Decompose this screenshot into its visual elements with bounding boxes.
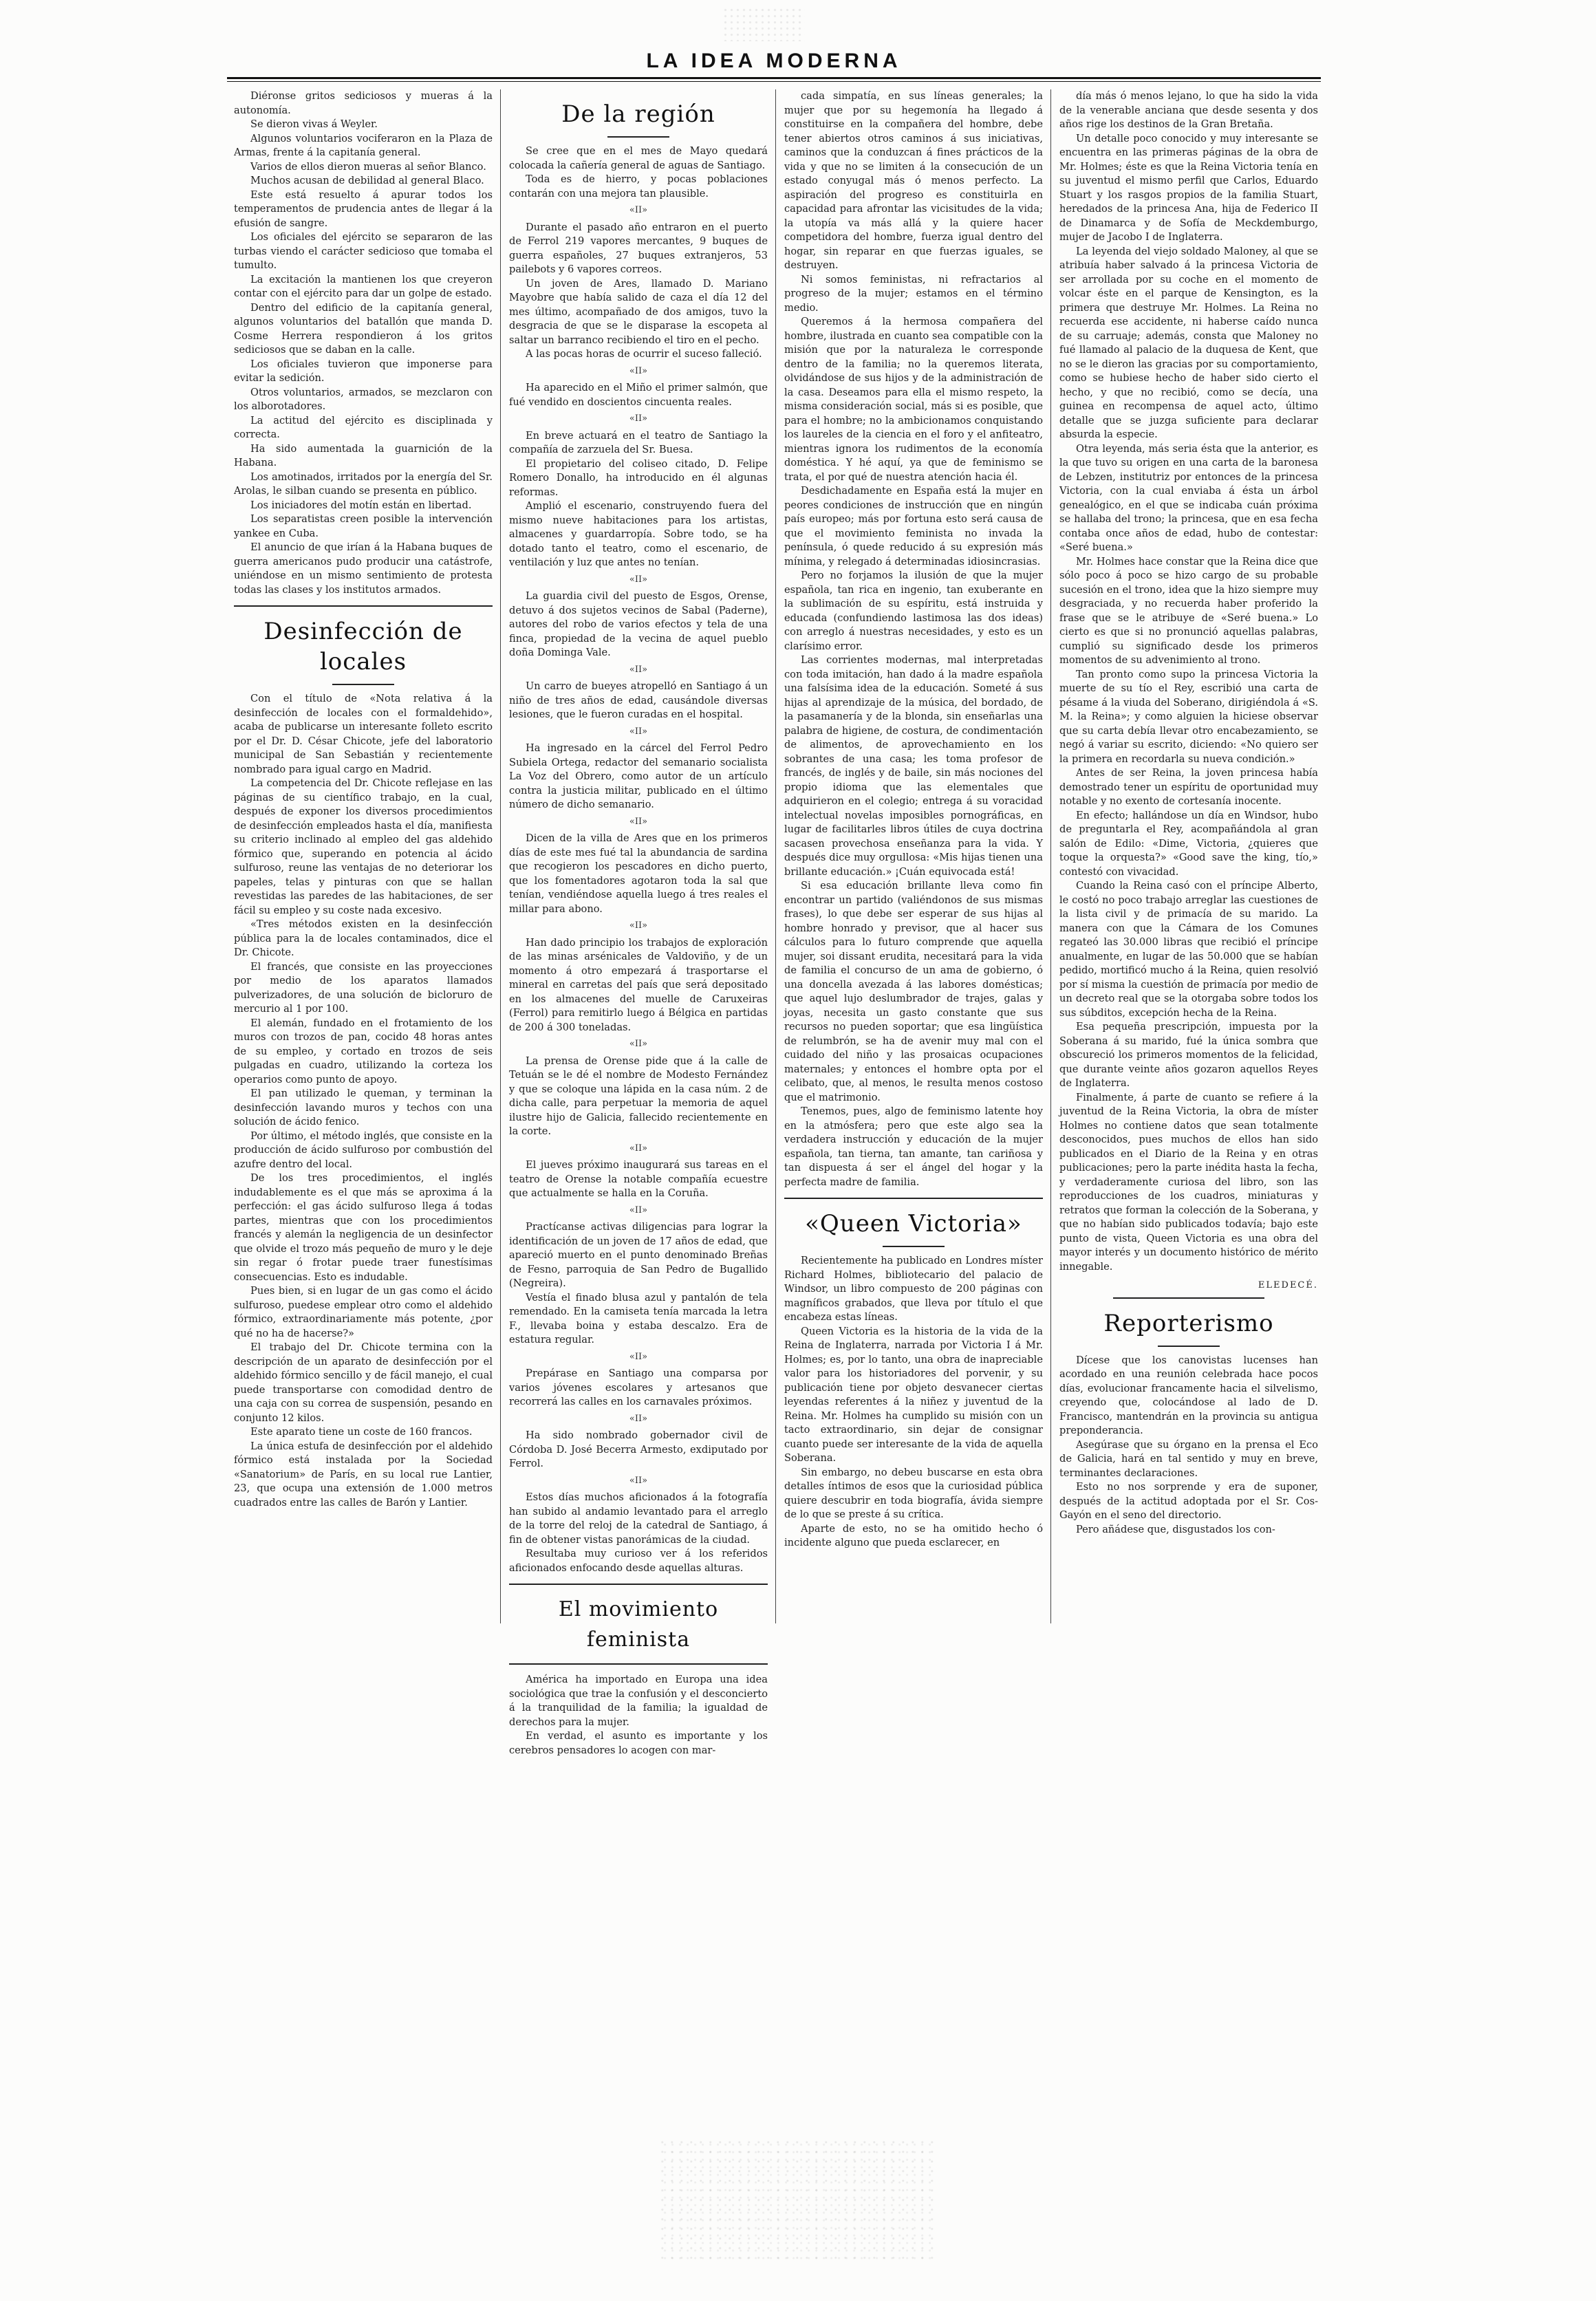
paragraph: Tenemos, pues, algo de feminismo latente hoy en la atmósfera; pero que este algo sea la verdadera instrucción y educación de la mujer española, tan tierna, tan amante, tan cariñosa y tan dispuesta á ser el ángel del hogar y la perfecta madre de familia.	[784, 1105, 1043, 1188]
masthead-rule	[227, 77, 1321, 82]
paragraph: Finalmente, á parte de cuanto se refiere á la juventud de la Reina Victoria, la obra de míster Holmes no contiene datos que sean totalmente desconocidos, pues muchos de ellos han sido publicados en el Diario de la Reina y en otras publicaciones; pero la parte inédita hasta la fecha, y verdaderamente curiosa del libro, son las reproducciones de los cuadros, miniaturas y retratos que forman la colección de la Soberana, y que no habían sido publicados todavía; bajo este punto de vista, Queen Victoria es una obra del mayor interés y un documento histórico de mérito innegable.	[1059, 1091, 1318, 1273]
column-3	[784, 89, 1043, 1551]
paragraph: La actitud del ejército es disciplinada y correcta.	[234, 414, 493, 440]
paragraph: La guardia civil del puesto de Esgos, Orense, detuvo á dos sujetos vecinos de Sabal (Paderne), autores del robo de varios efectos y tela de una finca, propiedad de la vecina de aquel pueblo doña Dominga Vale.	[509, 590, 768, 658]
item-separator: «II»	[629, 726, 648, 737]
paragraph: Prepárase en Santiago una comparsa por varios jóvenes escolares y artesanos que recorrerá las calles en los carnavales próximos.	[509, 1368, 768, 1407]
paragraph: Ha ingresado en la cárcel del Ferrol Pedro Subiela Ortega, redactor del semanario socialista La Voz del Obrero, como autor de un artículo contra la justicia militar, publicado en el último número de dicho semanario.	[509, 742, 768, 810]
section-rule	[1113, 1297, 1264, 1299]
paragraph: El pan utilizado le queman, y terminan la desinfección lavando muros y techos con una solución de ácido fenico.	[234, 1088, 493, 1127]
paragraph: Un carro de bueyes atropelló en Santiago á un niño de tres años de edad, causándole diversas lesiones, que le fueron curadas en el hospital.	[509, 680, 768, 720]
paragraph: En breve actuará en el teatro de Santiago la compañía de zarzuela del Sr. Buesa.	[509, 429, 768, 455]
column-divider	[775, 89, 776, 1623]
paragraph: Algunos voluntarios vociferaron en la Plaza de Armas, frente á la capitanía general.	[234, 132, 493, 158]
article-feminismo-start	[509, 1673, 768, 1758]
paragraph: Ha aparecido en el Miño el primer salmón, que fué vendido en doscientos cincuenta reales.	[509, 382, 768, 408]
paragraph: Diéronse gritos sediciosos y mueras á la autonomía.	[234, 90, 493, 116]
paragraph: Los oficiales del ejército se separaron de las turbas viendo el carácter sedicioso que tomaba el tumulto.	[234, 231, 493, 271]
paragraph: Los iniciadores del motín están en libertad.	[250, 499, 472, 511]
paragraph: Se cree que en el mes de Mayo quedará colocada la cañería general de aguas de Santiago.	[509, 145, 768, 171]
paragraph: Se dieron vivas á Weyler.	[250, 118, 378, 130]
paragraph: Varios de ellos dieron mueras al señor Blanco.	[250, 160, 486, 173]
paragraph: Queremos á la hermosa compañera del hombre, ilustrada en cuanto sea compatible con la misión que por la naturaleza le corresponde dentro de la familia; no la queremos literata, olvidándose de sus hijos y de la administración de la casa. Deseamos para ella el mismo respeto, la misma consideración social, más si es posible, que para el hombre; no la ambicionamos conquistando los laureles de la ciencia en el foro y el anfiteatro, mientras ignora los rudimentos de la economía doméstica. Y hé aquí, ya que de feminismo se trata, el por qué de nuestra atención hacia él.	[784, 316, 1043, 483]
paragraph: Otros voluntarios, armados, se mezclaron con los alborotadores.	[234, 386, 493, 412]
paragraph: La prensa de Orense pide que á la calle de Tetuán se le dé el nombre de Modesto Fernández y que se coloque una lápida en la casa núm. 2 de dicha calle, para perpetuar la memoria de aquel ilustre hijo de Galicia, fallecido recientemente en la corte.	[509, 1055, 768, 1137]
paragraph: La única estufa de desinfección por el aldehido fórmico está instalada por la Sociedad «Sanatorium» de París, en su local rue Lantier, 23, que ocupa una extensión de 1.000 metros cuadrados entre las calles de Barón y Lantier.	[234, 1440, 493, 1509]
item-separator: «II»	[629, 1039, 648, 1049]
item-separator: «II»	[629, 205, 648, 215]
paragraph: cada simpatía, en sus líneas generales; la mujer que por su hegemonía ha llegado á constituirse en la compañera del hombre, debe tener abiertos otros caminos á sus iniciativas, caminos que la conduzcan á fines prácticos de la vida y que no se limiten á la consecución de un estado conyugal más ó menos perfecto. La aspiración del progreso es constituirla en capacidad para afrontar las vicisitudes de la vida; la utopía va más allá y la quiere hacer competidora del hombre, fuerza igual dentro del hogar, sin reparar en que fuerzas iguales, se destruyen.	[784, 90, 1043, 271]
item-separator: «II»	[629, 920, 648, 931]
paragraph: Otra leyenda, más seria ésta que la anterior, es la que tuvo su origen en una carta de la baronesa de Lebzen, institutriz por entonces de la princesa Victoria, con la cual enviaba á ésta un árbol genealógico, en el que se indicaba cuán próxima se hallaba del trono; la princesa, que en esa fecha contaba once años de edad, hubo de contestar: «Seré buena.»	[1059, 442, 1318, 553]
paragraph: Ni somos feministas, ni refractarios al progreso de la mujer; estamos en el término medio.	[784, 273, 1043, 314]
column-divider	[1050, 89, 1051, 1623]
item-separator: «II»	[629, 1351, 648, 1362]
paragraph: La excitación la mantienen los que creyeron contar con el ejército para dar un golpe de estado.	[234, 273, 493, 299]
scan-artifact	[660, 2139, 936, 2263]
cuba-news	[234, 89, 493, 597]
paragraph: Un joven de Ares, llamado D. Mariano Mayobre que había salido de caza el día 12 del mes último, acompañado de dos amigos, tuvo la desgracia de que se le disparase la escopeta al saltar un barranco recibiendo el tiro en el pecho.	[509, 277, 768, 346]
item-separator: «II»	[629, 1143, 648, 1154]
paragraph: Recientemente ha publicado en Londres míster Richard Holmes, bibliotecario del palacio de Windsor, un libro compuesto de 200 páginas con magníficos grabados, que lleva por título el que encabeza estas líneas.	[784, 1255, 1043, 1323]
paragraph: Por último, el método inglés, que consiste en la producción de ácido sulfuroso por combustión del azufre dentro del local.	[234, 1130, 493, 1170]
paragraph: El trabajo del Dr. Chicote termina con la descripción de un aparato de desinfección por el aldehido fórmico sencillo y de fácil manejo, el cual puede transportarse con comodidad dentro de una caja con su correa de suspensión, pesando en conjunto 12 kilos.	[234, 1341, 493, 1424]
heading-underline	[607, 136, 669, 138]
paragraph: La leyenda del viejo soldado Maloney, al que se atribuía haber salvado á la princesa Victoria de ser arrollada por su coche en el momento de volcar éste en el parque de Kensington, es la primera que destruye Mr. Holmes. La Reina no recuerda ese accidente, ni haberse caído nunca de su carruaje; además, consta que Maloney no fué llamado al palacio de la duquesa de Kent, que no se le dieron las gracias por su comportamiento, como se hubiese hecho de haber sido cierto el hecho, y que no recibió, como se decía, una guinea en recompensa de aquel acto, último detalle que se juzga suficiente para declarar absurda la especie.	[1059, 245, 1318, 440]
paragraph: Han dado principio los trabajos de exploración de las minas arsénicales de Valdoviño, y de un momento á otro empezará á trasportarse el mineral en carretas del país que será depositado en los almacenes del muelle de Caruxeiras (Ferrol) para remitirlo luego á Bélgica en partidas de 200 á 300 toneladas.	[509, 936, 768, 1033]
heading-movimiento-feminista: El movimiento feminista	[558, 1597, 719, 1652]
item-separator: «II»	[629, 1413, 648, 1424]
section-rule	[509, 1584, 768, 1585]
heading-reporterismo: Reporterismo	[1103, 1309, 1274, 1337]
paragraph: A las pocas horas de ocurrir el suceso falleció.	[526, 348, 762, 360]
column-1	[234, 89, 493, 1510]
paragraph: La competencia del Dr. Chicote reflejase en las páginas de su científico trabajo, en la cual, después de exponer los diversos procedimientos de desinfección empleados hasta el día, manifiesta su criterio inclinado al empleo del gas aldehido fórmico que, superando en potencia al ácido sulfuroso, reune las ventajas de no deteriorar los papeles, telas y pinturas con que se hallan revestidas las paredes de las habitaciones, de ser fácil su empleo y su coste nada excesivo.	[234, 777, 493, 916]
paragraph: El alemán, fundado en el frotamiento de los muros con trozos de pan, cocido 48 horas antes de su empleo, y cortado en trozos de seis pulgadas en cuadro, utilizando la corteza los operarios como punto de apoyo.	[234, 1017, 493, 1085]
paragraph: Ha sido aumentada la guarnición de la Habana.	[234, 442, 493, 468]
paragraph: Asegúrase que su órgano en la prensa el Eco de Galicia, hará en tal sentido y muy en breve, terminantes declaraciones.	[1059, 1438, 1318, 1479]
paragraph: Tan pronto como supo la princesa Victoria la muerte de su tío el Rey, escribió una carta de pésame á la viuda del Soberano, dirigiéndola á «S. M. la Reina»; y como alguien la hiciese observar que su carta debía llevar otro encabezamiento, se negó á variar su escrito, diciendo: «No quiero ser la primera en recordarla su nueva condición.»	[1059, 668, 1318, 765]
paragraph: Desdichadamente en España está la mujer en peores condiciones de instrucción que en ningún país europeo; más por fortuna esto será causa de que el movimiento feminista no invada la península, ó quede reducido á su expresión más mínima, y relegado á determinadas idiosincrasias.	[784, 485, 1043, 568]
heading-underline	[1158, 1346, 1220, 1347]
paragraph: Vestía el finado blusa azul y pantalón de tela remendado. En la camiseta tenía marcada la letra F., llevaba boina y estaba descalzo. Era de estatura regular.	[509, 1291, 768, 1346]
item-separator: «II»	[629, 1475, 648, 1486]
paragraph: Pero no forjamos la ilusión de que la mujer española, tan rica en ingenio, tan exuberante en la sublimación de su espíritu, está instruida y educada (confundiendo lastimosa las dos ideas) con arreglo á nuestras necesidades, y esto es un clarísimo error.	[784, 570, 1043, 652]
article-queen-victoria-cont	[1059, 89, 1318, 1274]
article-feminismo-cont	[784, 89, 1043, 1189]
item-separator: «II»	[629, 816, 648, 827]
paragraph: Ha sido nombrado gobernador civil de Córdoba D. José Becerra Armesto, exdiputado por Ferrol.	[509, 1429, 768, 1469]
paragraph: Aparte de esto, no se ha omitido hecho ó incidente alguno que pueda esclarecer, en	[784, 1522, 1043, 1548]
item-separator: «II»	[629, 664, 648, 675]
paragraph: Esa pequeña prescripción, impuesta por la Soberana á su marido, fué la única sombra que obscureció los primeros momentos de la felicidad, que durante veinte años gozaron aquellos Reyes de Inglaterra.	[1059, 1021, 1318, 1089]
heading-desinfeccion: Desinfección de locales	[263, 618, 463, 676]
paragraph: Los separatistas creen posible la intervención yankee en Cuba.	[234, 513, 493, 539]
paragraph: Con el título de «Nota relativa á la desinfección de locales con el formaldehido», acaba de publicarse un interesante folleto escrito por el Dr. D. César Chicote, jefe del laboratorio municipal de San Sebastián y recientemente nombrado para igual cargo en Madrid.	[234, 693, 493, 775]
section-rule	[509, 1663, 768, 1665]
paragraph: Cuando la Reina casó con el príncipe Alberto, le costó no poco trabajo arreglar las cuestiones de la lista civil y de primacía de su marido. La manera con que la Cámara de los Comunes regateó las 30.000 libras que recibió el príncipe anualmente, en lugar de las 50.000 que se habían pedido, mortificó mucho á la Reina, quien resolvió por sí misma la cuestión de primacía por medio de un decreto real que se la otorgaba sobre todos los sus súbditos, excepción hecha de la Reina.	[1059, 880, 1318, 1019]
regional-news	[509, 144, 768, 1575]
paragraph: Pues bien, si en lugar de un gas como el ácido sulfuroso, puedese emplear otro como el aldehido fórmico, extraordinariamente más potente, ¿por qué no ha de hacerse?»	[234, 1285, 493, 1339]
masthead	[227, 50, 1321, 73]
paragraph: El anuncio de que irían á la Habana buques de guerra americanos pudo producir una catástrofe, uniéndose en un mismo sentimiento de protesta todas las clases y los institutos armados.	[234, 541, 493, 596]
item-separator: «II»	[629, 1204, 648, 1216]
paragraph: Amplió el escenario, construyendo fuera del mismo nueve habitaciones para los artistas, almacenes y guardarropía. Sobre todo, se ha dotado tanto el teatro, como el escenario, de ventilación y luz que antes no tenían.	[509, 500, 768, 568]
paragraph: El propietario del coliseo citado, D. Felipe Romero Donallo, ha introducido en él algunas reformas.	[509, 457, 768, 498]
article-queen-victoria	[784, 1254, 1043, 1551]
paragraph: El francés, que consiste en las proyecciones por medio de los aparatos llamados pulverizadores, de una solución de bicloruro de mercurio al 1 por 100.	[234, 960, 493, 1015]
heading-queen-victoria: «Queen Victoria»	[805, 1210, 1022, 1238]
paragraph: En efecto; hallándose un día en Windsor, hubo de preguntarla el Rey, acompañándola al gran salón de Edilo: «Dime, Victoria, ¿quieres que toque la orquesta?» «Good save the king, tío,» contestó con vivacidad.	[1059, 809, 1318, 878]
paragraph: Los oficiales tuvieron que imponerse para evitar la sedición.	[234, 358, 493, 384]
paragraph: Dícese que los canovistas lucenses han acordado en una reunión celebrada hace pocos días, evolucionar francamente hacia el silvelismo, creyendo que, colocándose al lado de D. Francisco, mantendrán en la provincia su antigua preponderancia.	[1059, 1354, 1318, 1436]
item-separator: «II»	[629, 574, 648, 585]
paragraph: Las corrientes modernas, mal interpretadas con toda imitación, han dado á la madre española una falsísima idea de la educación. Someté á sus hijas al aprendizaje de la música, del bordado, de la pasamanería y de la blonda, sin enseñarlas una palabra de higiene, de costura, de condimentación de alimentos, de aprovechamiento en los sobrantes de una casa; les toma profesor de francés, de inglés y de baile, sin más nociones del propio idioma que las elementales que adquirieron en el colegio; entrega á su voracidad intelectual novelas imposibles pornográficas, en lugar de facilitarles libros útiles de cuya doctrina sacasen provechosa enseñanza para la vida. Y después dice muy orgullosa: «Mis hijas tienen una brillante educación.» ¡Cuán equivocada está!	[784, 654, 1043, 878]
paragraph: Si esa educación brillante lleva como fin encontrar un partido (valiéndonos de sus mismas frases), lo que debe ser esperar de sus hijas al hombre honrado y previsor, que al hacer sus cálculos para lo futuro comprende que aquella mujer, soi dissant erudita, necesitará para la vida de familia el concurso de un ama de gobierno, ó una doncella avezada á las labores domésticas; que aquel lujo deslumbrador de trajes, galas y joyas, necesita un gasto constante que sus recursos no pueden soportar; que esa lingüística de relumbrón, se ha de avenir muy mal con el cuidado del niño y las prosaicas ocupaciones maternales; y entonces el hombre opta por el celibato, que, al menos, le resulta menos costoso que el matrimonio.	[784, 880, 1043, 1103]
item-separator: «II»	[629, 365, 648, 376]
paragraph: Los amotinados, irritados por la energía del Sr. Arolas, le silban cuando se presenta en público.	[234, 471, 493, 497]
article-desinfeccion	[234, 692, 493, 1510]
paragraph: Estos días muchos aficionados á la fotografía han subido al andamio levantado para el arreglo de la torre del reloj de la catedral de Santiago, á fin de obtener vistas panorámicas de la ciudad.	[509, 1491, 768, 1546]
paragraph: El jueves próximo inaugurará sus tareas en el teatro de Orense la notable compañía ecuestre que actualmente se halla en la Coruña.	[509, 1159, 768, 1199]
paragraph: Toda es de hierro, y pocas poblaciones contarán con una mejora tan plausible.	[509, 173, 768, 199]
paragraph: En verdad, el asunto es importante y los cerebros pensadores lo acogen con mar-	[509, 1730, 768, 1756]
paragraph: Un detalle poco conocido y muy interesante se encuentra en las primeras páginas de la obra de Mr. Holmes; éste es que la Reina Victoria tenía en su juventud el mismo perfil que Carlos, Eduardo Stuart y los rasgos propios de la familia Stuart, heredados de la princesa Ana, hija de Federico II de Dinamarca y de Sofía de Meckdemburgo, mujer de Jacobo I de Inglaterra.	[1059, 132, 1318, 243]
section-rule	[234, 605, 493, 607]
paragraph: Practícanse activas diligencias para lograr la identificación de un joven de 17 años de edad, que apareció muerto en el punto denominado Breñas de Fesno, parroquia de San Pedro de Bugallido (Negreira).	[509, 1221, 768, 1289]
paragraph: Mr. Holmes hace constar que la Reina dice que sólo poco á poco se hizo cargo de su probable sucesión en el trono, idea que la hizo siempre muy desgraciada, y no recuerda haber proferido la frase que se le atribuye de «Seré buena.» Lo cierto es que si no pronunció aquellas palabras, cumplió su significado desde los primeros momentos de su advenimiento al trono.	[1059, 555, 1318, 666]
column-2	[509, 89, 768, 1758]
paragraph: Durante el pasado año entraron en el puerto de Ferrol 219 vapores mercantes, 9 buques de guerra españoles, 27 buques extranjeros, 53 pailebots y 6 vapores correos.	[509, 221, 768, 275]
heading-underline	[883, 1246, 945, 1247]
paragraph: Queen Victoria es la historia de la vida de la Reina de Inglaterra, narrada por Victoria I á Mr. Holmes; es, por lo tanto, una obra de inapreciable valor para los historiadores del porvenir, y su publicación tiene por objeto desvanecer ciertas leyendas referentes á la niñez y juventud de la Reina. Mr. Holmes ha cumplido su misión con un tacto extraordinario, sin dejar de consignar cuanto puede ser interesante de la vida de aquella Soberana.	[784, 1325, 1043, 1464]
article-reporterismo	[1059, 1354, 1318, 1537]
section-rule	[784, 1198, 1043, 1199]
scan-artifact	[722, 7, 805, 41]
column-divider	[500, 89, 501, 1623]
paragraph: Muchos acusan de debilidad al general Blaco.	[250, 175, 484, 186]
article-signature: ELEDECÉ.	[1258, 1280, 1318, 1290]
paragraph: Antes de ser Reina, la joven princesa había demostrado tener un espíritu de oportunidad muy notable y no exento de cortesanía inocente.	[1059, 767, 1318, 807]
paragraph: Dentro del edificio de la capitanía general, algunos voluntarios del batallón que manda D. Cosme Herrera respondieron á los gritos sediciosos que se daban en la calle.	[234, 301, 493, 356]
heading-underline	[332, 684, 394, 685]
paragraph: Dicen de la villa de Ares que en los primeros días de este mes fué tal la abundancia de sardina que recogieron los pescadores en dicho puerto, que los fomentadores agotaron toda la sal que tenían, vendiéndose aquella luego á tres reales el millar para abono.	[509, 832, 768, 915]
masthead-title: LA IDEA MODERNA	[646, 50, 902, 72]
paragraph: Este aparato tiene un coste de 160 francos.	[250, 1426, 473, 1438]
paragraph: Sin embargo, no debeu buscarse en esta obra detalles íntimos de esos que la curiosidad pública quiere descubrir en toda biografía, ávida siempre de lo que se preste á su crítica.	[784, 1466, 1043, 1520]
paragraph: «Tres métodos existen en la desinfección pública para la de locales contaminados, dice el Dr. Chicote.	[234, 918, 493, 958]
paragraph: De los tres procedimientos, el inglés indudablemente es el que más se aproxima á la perfección: el gas ácido sulfuroso llega á todas partes, mientras que con los procedimientos francés y alemán la negligencia de un desinfector que olvide el trozo más pequeño de muro y le deje sin regar ó frotar puede traer funestísimas consecuencias. Esto es indudable.	[234, 1172, 493, 1283]
heading-de-la-region: De la región	[561, 100, 715, 128]
paragraph: Este está resuelto á apurar todos los temperamentos de prudencia antes de llegar á la efusión de sangre.	[234, 188, 493, 229]
paragraph: día más ó menos lejano, lo que ha sido la vida de la venerable anciana que desde sesenta y dos años rige los destinos de la Gran Bretaña.	[1059, 90, 1318, 130]
paragraph: Pero añádese que, disgustados los con-	[1076, 1523, 1275, 1535]
column-4	[1059, 89, 1318, 1537]
paragraph: Resultaba muy curioso ver á los referidos aficionados enfocando desde aquellas alturas.	[509, 1548, 768, 1574]
paragraph: Esto no nos sorprende y era de suponer, después de la actitud adoptada por el Sr. Cos-Gayón en el seno del directorio.	[1059, 1481, 1318, 1521]
paragraph: América ha importado en Europa una idea sociológica que trae la confusión y el desconcierto á la tranquilidad de la familia; la igualdad de derechos para la mujer.	[509, 1674, 768, 1728]
item-separator: «II»	[629, 413, 648, 424]
